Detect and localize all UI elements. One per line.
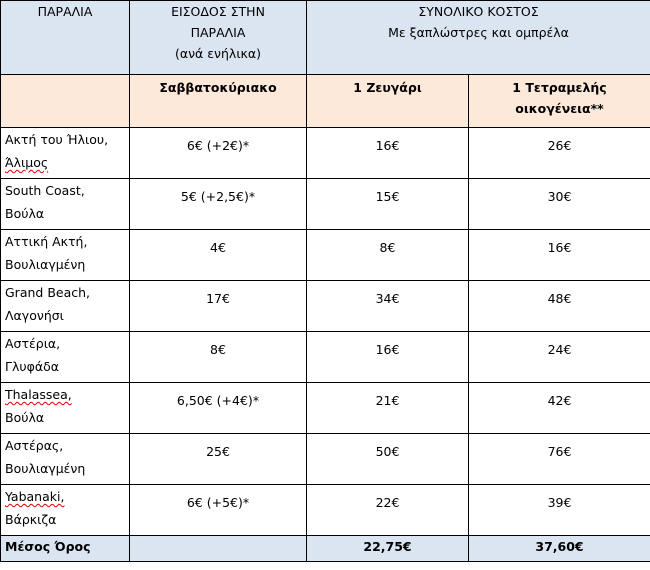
subheader-empty-cell: [1, 75, 130, 128]
header-entry-line2: ΠΑΡΑΛΙΑ: [190, 25, 246, 40]
family-cell: [469, 128, 650, 179]
entry-cell: [130, 281, 307, 332]
average-family-cell: [469, 536, 650, 562]
average-row: [1, 536, 650, 562]
beach-name-line2: Γλυφάδα: [5, 359, 59, 374]
entry-price: 6,50€ (+4€)*: [176, 393, 260, 408]
entry-cell: [130, 332, 307, 383]
beach-name-cell: [1, 434, 130, 485]
family-price: 26€: [547, 138, 572, 153]
subheader-family-cell: [469, 75, 650, 128]
beach-name-line1: Ακτή του Ήλιου,: [5, 132, 109, 147]
beach-name-cell: [1, 179, 130, 230]
entry-cell: [130, 383, 307, 434]
entry-cell: [130, 434, 307, 485]
header-total-line2: Με ξαπλώστρες και ομπρέλα: [388, 25, 569, 40]
beach-name-line2: Βάρκιζα: [5, 512, 57, 527]
couple-price: 15€: [375, 189, 400, 204]
family-cell: [469, 383, 650, 434]
average-couple: 22,75€: [363, 539, 412, 554]
subheader-row: [1, 75, 650, 128]
beach-name-line1: South Coast,: [5, 183, 85, 198]
table-row: [1, 128, 650, 179]
header-total-cell: [307, 1, 650, 75]
entry-cell: [130, 230, 307, 281]
couple-cell: [307, 281, 469, 332]
table-row: [1, 383, 650, 434]
beach-name-line1: Yabanaki,: [5, 489, 65, 504]
table-row: [1, 434, 650, 485]
family-cell: [469, 230, 650, 281]
couple-price: 34€: [375, 291, 400, 306]
header-entry-line1: ΕΙΣΟΔΟΣ ΣΤΗΝ: [171, 4, 265, 19]
subheader-couple: 1 Ζευγάρι: [353, 80, 422, 95]
entry-cell: [130, 485, 307, 536]
couple-cell: [307, 332, 469, 383]
couple-price: 21€: [375, 393, 400, 408]
header-row: [1, 1, 650, 75]
family-price: 24€: [547, 342, 572, 357]
family-cell: [469, 485, 650, 536]
entry-price: 25€: [206, 444, 230, 459]
subheader-family-line1: 1 Τετραμελής: [512, 80, 607, 95]
entry-price: 6€ (+2€)*: [186, 138, 250, 153]
couple-cell: [307, 230, 469, 281]
average-label-cell: [1, 536, 130, 562]
beach-name-line2: Άλιμος: [5, 155, 49, 170]
couple-cell: [307, 383, 469, 434]
header-entry-line3: (ανά ενήλικα): [174, 46, 262, 61]
couple-cell: [307, 434, 469, 485]
beach-name-cell: [1, 128, 130, 179]
beach-name-line2: Βουλιαγμένη: [5, 461, 86, 476]
beach-name-line2: Λαγονήσι: [5, 308, 64, 323]
subheader-couple-cell: [307, 75, 469, 128]
family-price: 42€: [547, 393, 572, 408]
average-label: Μέσος Όρος: [5, 539, 91, 554]
beach-name-line2: Βουλιαγμένη: [5, 257, 86, 272]
table-row: [1, 179, 650, 230]
subheader-weekend-cell: [130, 75, 307, 128]
header-beach: ΠΑΡΑΛΙΑ: [37, 4, 93, 19]
entry-price: 5€ (+2,5€)*: [180, 189, 256, 204]
beach-name-cell: [1, 281, 130, 332]
header-beach-cell: [1, 1, 130, 75]
beach-name-line1: Thalassea,: [5, 387, 72, 402]
header-total-line1: ΣΥΝΟΛΙΚΟ ΚΟΣΤΟΣ: [418, 4, 539, 19]
couple-cell: [307, 485, 469, 536]
average-couple-cell: [307, 536, 469, 562]
couple-cell: [307, 179, 469, 230]
family-cell: [469, 434, 650, 485]
table-row: [1, 281, 650, 332]
family-price: 30€: [547, 189, 572, 204]
beach-name-line1: Αστέρια,: [5, 336, 61, 351]
family-price: 39€: [547, 495, 572, 510]
entry-cell: [130, 128, 307, 179]
family-cell: [469, 332, 650, 383]
average-entry-cell: [130, 536, 307, 562]
beach-name-line2: Βούλα: [5, 410, 45, 425]
entry-price: 6€ (+5€)*: [186, 495, 250, 510]
beach-name-line1: Αττική Ακτή,: [5, 234, 88, 249]
beach-name-cell: [1, 383, 130, 434]
entry-price: 8€: [210, 342, 226, 357]
entry-price: 4€: [210, 240, 226, 255]
table-row: [1, 485, 650, 536]
entry-price: 17€: [206, 291, 230, 306]
beach-name-cell: [1, 230, 130, 281]
subheader-weekend: Σαββατοκύριακο: [159, 80, 277, 95]
beach-name-cell: [1, 485, 130, 536]
couple-cell: [307, 128, 469, 179]
couple-price: 16€: [375, 138, 400, 153]
entry-cell: [130, 179, 307, 230]
couple-price: 22€: [375, 495, 400, 510]
table-row: [1, 332, 650, 383]
header-entry-cell: [130, 1, 307, 75]
beach-name-line1: Αστέρας,: [5, 438, 64, 453]
family-cell: [469, 281, 650, 332]
average-family: 37,60€: [535, 539, 584, 554]
couple-price: 8€: [379, 240, 396, 255]
family-cell: [469, 179, 650, 230]
family-price: 48€: [547, 291, 572, 306]
family-price: 76€: [547, 444, 572, 459]
beach-name-line2: Βούλα: [5, 206, 45, 221]
family-price: 16€: [547, 240, 572, 255]
couple-price: 50€: [375, 444, 400, 459]
couple-price: 16€: [375, 342, 400, 357]
subheader-family-line2: οικογένεια**: [515, 101, 604, 116]
table-row: [1, 230, 650, 281]
beach-name-cell: [1, 332, 130, 383]
beach-name-line1: Grand Beach,: [5, 285, 91, 300]
